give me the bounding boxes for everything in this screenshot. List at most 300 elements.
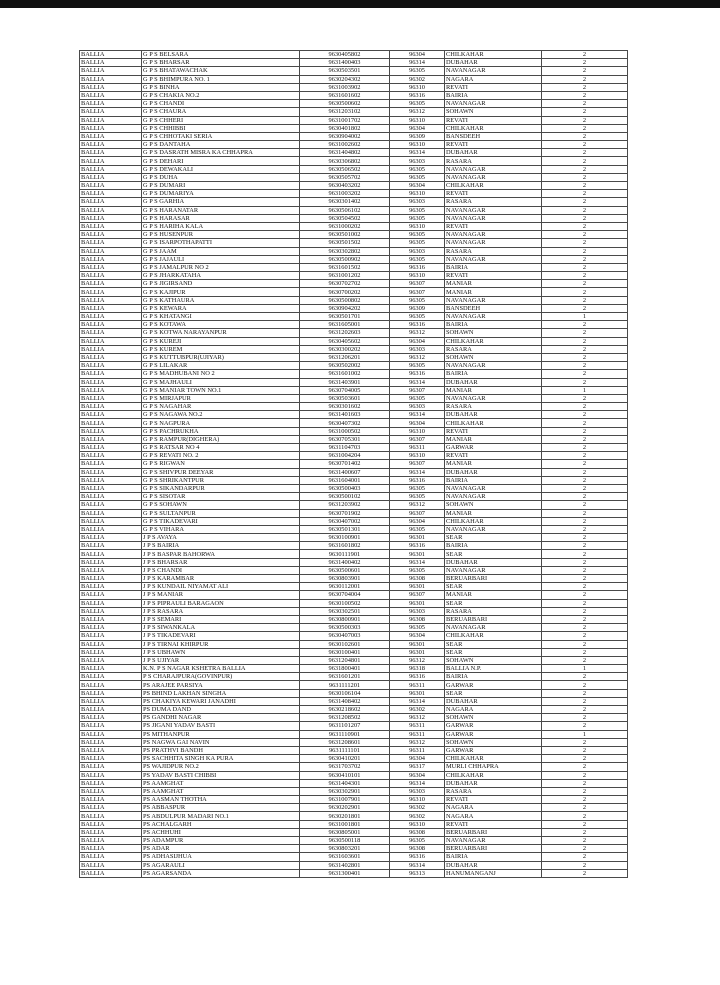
mobile-cell: 9631601002 (300, 370, 390, 378)
district-cell: BALLIA (80, 689, 142, 697)
table-row (80, 329, 628, 337)
block-cell: BERUARBARI (445, 615, 542, 623)
school-name-cell: G P S ISARPOTHAPATTI (142, 239, 300, 247)
code-cell: 96301 (390, 534, 445, 542)
mobile-cell: 9631402801 (300, 861, 390, 869)
district-cell: BALLIA (80, 75, 142, 83)
code-cell: 96305 (390, 566, 445, 574)
count-cell: 2 (542, 550, 628, 558)
table-body (80, 51, 628, 878)
block-cell: DUBAHAR (445, 558, 542, 566)
code-cell: 96312 (390, 353, 445, 361)
table-row (80, 231, 628, 239)
mobile-cell: 9631104703 (300, 444, 390, 452)
district-cell: BALLIA (80, 157, 142, 165)
school-name-cell: G P S SULTANPUR (142, 509, 300, 517)
school-name-cell: G P S TIKADEVARI (142, 517, 300, 525)
district-cell: BALLIA (80, 493, 142, 501)
table-row (80, 624, 628, 632)
table-row (80, 583, 628, 591)
district-cell: BALLIA (80, 124, 142, 132)
table-row (80, 607, 628, 615)
block-cell: MANIAR (445, 435, 542, 443)
count-cell: 2 (542, 190, 628, 198)
count-cell: 2 (542, 837, 628, 845)
block-cell: BALLIA N.P. (445, 665, 542, 673)
mobile-cell: 9631208502 (300, 714, 390, 722)
block-cell: BAIRIA (445, 853, 542, 861)
school-name-cell: G P S BINHA (142, 83, 300, 91)
table-row (80, 165, 628, 173)
mobile-cell: 9630501502 (300, 239, 390, 247)
mobile-cell: 9630204302 (300, 75, 390, 83)
block-cell: NAVANAGAR (445, 255, 542, 263)
district-cell: BALLIA (80, 296, 142, 304)
district-cell: BALLIA (80, 378, 142, 386)
code-cell: 96312 (390, 738, 445, 746)
table-row (80, 484, 628, 492)
code-cell: 96310 (390, 427, 445, 435)
district-cell: BALLIA (80, 190, 142, 198)
district-cell: BALLIA (80, 575, 142, 583)
code-cell: 96309 (390, 304, 445, 312)
school-name-cell: PS AGARSANDA (142, 869, 300, 877)
school-name-cell: G P S KAJIPUR (142, 288, 300, 296)
school-name-cell: PS AAMGHAT (142, 779, 300, 787)
school-name-cell: G P S BHARSAR (142, 59, 300, 67)
code-cell: 96305 (390, 231, 445, 239)
school-name-cell: G P S KUREM (142, 345, 300, 353)
code-cell: 96302 (390, 812, 445, 820)
mobile-cell: 9631601502 (300, 263, 390, 271)
table-row (80, 566, 628, 574)
table-row (80, 435, 628, 443)
school-name-cell: G P S SOHAWN (142, 501, 300, 509)
mobile-cell: 9630302901 (300, 787, 390, 795)
district-cell: BALLIA (80, 419, 142, 427)
mobile-cell: 9631001702 (300, 116, 390, 124)
district-cell: BALLIA (80, 132, 142, 140)
block-cell: SEAR (445, 599, 542, 607)
school-name-cell: PS ABBASPUR (142, 804, 300, 812)
table-row (80, 59, 628, 67)
code-cell: 96312 (390, 656, 445, 664)
table-row (80, 51, 628, 59)
mobile-cell: 9630300202 (300, 345, 390, 353)
code-cell: 96316 (390, 853, 445, 861)
code-cell: 96316 (390, 321, 445, 329)
mobile-cell: 9631404301 (300, 779, 390, 787)
school-name-cell: J P S BAIRIA (142, 542, 300, 550)
district-cell: BALLIA (80, 738, 142, 746)
code-cell: 96313 (390, 869, 445, 877)
count-cell: 2 (542, 517, 628, 525)
district-cell: BALLIA (80, 607, 142, 615)
district-cell: BALLIA (80, 697, 142, 705)
mobile-cell: 9631004204 (300, 452, 390, 460)
count-cell: 2 (542, 75, 628, 83)
school-name-cell: G P S DUHA (142, 173, 300, 181)
count-cell: 2 (542, 149, 628, 157)
mobile-cell: 9630701902 (300, 509, 390, 517)
mobile-cell: 9630503601 (300, 394, 390, 402)
count-cell: 2 (542, 673, 628, 681)
code-cell: 96304 (390, 51, 445, 59)
mobile-cell: 9631400402 (300, 558, 390, 566)
district-cell: BALLIA (80, 673, 142, 681)
school-name-cell: G P S REVATI NO. 2 (142, 452, 300, 460)
code-cell: 96314 (390, 149, 445, 157)
code-cell: 96303 (390, 345, 445, 353)
block-cell: RASARA (445, 607, 542, 615)
code-cell: 96301 (390, 689, 445, 697)
code-cell: 96308 (390, 575, 445, 583)
table-row (80, 288, 628, 296)
table-row (80, 493, 628, 501)
count-cell: 2 (542, 714, 628, 722)
block-cell: SOHAWN (445, 329, 542, 337)
table-row (80, 353, 628, 361)
count-cell: 2 (542, 845, 628, 853)
count-cell: 2 (542, 615, 628, 623)
count-cell: 2 (542, 247, 628, 255)
code-cell: 96316 (390, 370, 445, 378)
count-cell: 2 (542, 820, 628, 828)
district-cell: BALLIA (80, 353, 142, 361)
block-cell: NAVANAGAR (445, 165, 542, 173)
block-cell: BAIRIA (445, 263, 542, 271)
school-name-cell: G P S NAGPURA (142, 419, 300, 427)
code-cell: 96304 (390, 337, 445, 345)
district-cell: BALLIA (80, 403, 142, 411)
code-cell: 96310 (390, 83, 445, 91)
table-row (80, 665, 628, 673)
count-cell: 1 (542, 386, 628, 394)
block-cell: NAVANAGAR (445, 214, 542, 222)
school-list-table (79, 50, 628, 878)
district-cell: BALLIA (80, 206, 142, 214)
district-cell: BALLIA (80, 231, 142, 239)
district-cell: BALLIA (80, 452, 142, 460)
district-cell: BALLIA (80, 59, 142, 67)
block-cell: REVATI (445, 141, 542, 149)
school-name-cell: G P S JAMALPUR NO 2 (142, 263, 300, 271)
district-cell: BALLIA (80, 67, 142, 75)
code-cell: 96314 (390, 861, 445, 869)
table-row (80, 190, 628, 198)
table-row (80, 771, 628, 779)
count-cell: 2 (542, 403, 628, 411)
block-cell: DUBAHAR (445, 149, 542, 157)
mobile-cell: 9630405602 (300, 337, 390, 345)
mobile-cell: 9631605001 (300, 321, 390, 329)
table-row (80, 812, 628, 820)
count-cell: 2 (542, 738, 628, 746)
code-cell: 96317 (390, 763, 445, 771)
block-cell: NAGARA (445, 812, 542, 820)
table-row (80, 656, 628, 664)
district-cell: BALLIA (80, 771, 142, 779)
count-cell: 2 (542, 869, 628, 877)
district-cell: BALLIA (80, 706, 142, 714)
code-cell: 96301 (390, 648, 445, 656)
count-cell: 2 (542, 681, 628, 689)
code-cell: 96318 (390, 665, 445, 673)
code-cell: 96307 (390, 591, 445, 599)
mobile-cell: 9630704005 (300, 386, 390, 394)
district-cell: BALLIA (80, 272, 142, 280)
school-name-cell: PS ACHALGARH (142, 820, 300, 828)
block-cell: SEAR (445, 689, 542, 697)
table-row (80, 222, 628, 230)
school-name-cell: G P S HARASAR (142, 214, 300, 222)
count-cell: 2 (542, 378, 628, 386)
count-cell: 2 (542, 198, 628, 206)
school-name-cell: PS ADAR (142, 845, 300, 853)
count-cell: 2 (542, 370, 628, 378)
count-cell: 2 (542, 124, 628, 132)
table-row (80, 501, 628, 509)
code-cell: 96314 (390, 411, 445, 419)
mobile-cell: 9630112001 (300, 583, 390, 591)
district-cell: BALLIA (80, 362, 142, 370)
table-row (80, 419, 628, 427)
count-cell: 2 (542, 296, 628, 304)
district-cell: BALLIA (80, 755, 142, 763)
count-cell: 2 (542, 255, 628, 263)
school-name-cell: J P S PIPRAULI BARAGAON (142, 599, 300, 607)
table-row (80, 632, 628, 640)
table-row (80, 722, 628, 730)
table-row (80, 198, 628, 206)
mobile-cell: 9631202603 (300, 329, 390, 337)
block-cell: RASARA (445, 345, 542, 353)
count-cell: 2 (542, 222, 628, 230)
table-row (80, 394, 628, 402)
table-row (80, 779, 628, 787)
block-cell: REVATI (445, 116, 542, 124)
table-row (80, 837, 628, 845)
school-name-cell: PS CHAKIYA KEWARI JANADHI (142, 697, 300, 705)
block-cell: SOHAWN (445, 108, 542, 116)
count-cell: 2 (542, 804, 628, 812)
code-cell: 96312 (390, 329, 445, 337)
table-row (80, 75, 628, 83)
block-cell: GARWAR (445, 722, 542, 730)
mobile-cell: 9630301402 (300, 198, 390, 206)
block-cell: CHILKAHAR (445, 124, 542, 132)
table-row (80, 804, 628, 812)
mobile-cell: 9630503501 (300, 67, 390, 75)
block-cell: REVATI (445, 190, 542, 198)
mobile-cell: 9630904202 (300, 304, 390, 312)
school-name-cell: G P S RIGWAN (142, 460, 300, 468)
block-cell: MURLI CHHAPRA (445, 763, 542, 771)
count-cell: 2 (542, 116, 628, 124)
district-cell: BALLIA (80, 313, 142, 321)
school-name-cell: G P S MANIAR TOWN NO.1 (142, 386, 300, 394)
table-row (80, 746, 628, 754)
table-row (80, 345, 628, 353)
school-name-cell: G P S KOTWA NARAYANPUR (142, 329, 300, 337)
code-cell: 96307 (390, 280, 445, 288)
count-cell: 2 (542, 476, 628, 484)
block-cell: SEAR (445, 648, 542, 656)
count-cell: 2 (542, 304, 628, 312)
district-cell: BALLIA (80, 165, 142, 173)
school-name-cell: J P S CHANDI (142, 566, 300, 574)
block-cell: NAVANAGAR (445, 67, 542, 75)
school-name-cell: G P S SIKANDARPUR (142, 484, 300, 492)
mobile-cell: 9630407302 (300, 419, 390, 427)
mobile-cell: 9630501002 (300, 231, 390, 239)
district-cell: BALLIA (80, 460, 142, 468)
block-cell: GARWAR (445, 746, 542, 754)
table-row (80, 599, 628, 607)
count-cell: 2 (542, 575, 628, 583)
school-name-cell: G P S GARHIA (142, 198, 300, 206)
school-name-cell: G P S HARANATAR (142, 206, 300, 214)
code-cell: 96303 (390, 157, 445, 165)
mobile-cell: 9630102601 (300, 640, 390, 648)
count-cell: 2 (542, 206, 628, 214)
district-cell: BALLIA (80, 468, 142, 476)
mobile-cell: 9630501701 (300, 313, 390, 321)
table-row (80, 820, 628, 828)
code-cell: 96301 (390, 599, 445, 607)
block-cell: NAVANAGAR (445, 231, 542, 239)
mobile-cell: 9630504502 (300, 214, 390, 222)
school-name-cell: G P S BHIMPURA NO. 1 (142, 75, 300, 83)
table-row (80, 83, 628, 91)
table-row (80, 296, 628, 304)
school-name-cell: G P S VIHARA (142, 525, 300, 533)
mobile-cell: 9630805001 (300, 828, 390, 836)
code-cell: 96303 (390, 607, 445, 615)
block-cell: GARWAR (445, 681, 542, 689)
code-cell: 96314 (390, 558, 445, 566)
count-cell: 2 (542, 460, 628, 468)
district-cell: BALLIA (80, 542, 142, 550)
school-name-cell: J P S BASPAR BAHORWA (142, 550, 300, 558)
block-cell: SOHAWN (445, 656, 542, 664)
mobile-cell: 9631601802 (300, 542, 390, 550)
count-cell: 2 (542, 452, 628, 460)
district-cell: BALLIA (80, 321, 142, 329)
block-cell: BERUARBARI (445, 828, 542, 836)
code-cell: 96310 (390, 452, 445, 460)
code-cell: 96308 (390, 828, 445, 836)
table-row (80, 337, 628, 345)
count-cell: 1 (542, 313, 628, 321)
count-cell: 2 (542, 83, 628, 91)
table-row (80, 427, 628, 435)
district-cell: BALLIA (80, 804, 142, 812)
code-cell: 96314 (390, 59, 445, 67)
code-cell: 96305 (390, 837, 445, 845)
count-cell: 2 (542, 583, 628, 591)
mobile-cell: 9631001202 (300, 272, 390, 280)
school-name-cell: J P S KUNDAIL NIYAMAT ALI (142, 583, 300, 591)
school-name-cell: G P S BHATAWACHAK (142, 67, 300, 75)
school-name-cell: J P S KARAMBAR (142, 575, 300, 583)
school-name-cell: J P S UBHAWN (142, 648, 300, 656)
mobile-cell: 9631601201 (300, 673, 390, 681)
school-name-cell: G P S CHHIBBI (142, 124, 300, 132)
mobile-cell: 9630705301 (300, 435, 390, 443)
code-cell: 96311 (390, 746, 445, 754)
table-row (80, 182, 628, 190)
table-row (80, 525, 628, 533)
count-cell: 2 (542, 493, 628, 501)
block-cell: SOHAWN (445, 353, 542, 361)
count-cell: 2 (542, 689, 628, 697)
block-cell: MANIAR (445, 386, 542, 394)
code-cell: 96316 (390, 542, 445, 550)
school-name-cell: G P S NAGAWA NO.2 (142, 411, 300, 419)
block-cell: DUBAHAR (445, 411, 542, 419)
count-cell: 2 (542, 411, 628, 419)
count-cell: 1 (542, 730, 628, 738)
code-cell: 96302 (390, 75, 445, 83)
block-cell: NAVANAGAR (445, 837, 542, 845)
district-cell: BALLIA (80, 255, 142, 263)
table-row (80, 689, 628, 697)
mobile-cell: 9630506102 (300, 206, 390, 214)
block-cell: NAVANAGAR (445, 624, 542, 632)
block-cell: CHILKAHAR (445, 517, 542, 525)
table-row (80, 272, 628, 280)
table-row (80, 558, 628, 566)
mobile-cell: 9631601602 (300, 91, 390, 99)
block-cell: BANSDEEH (445, 132, 542, 140)
school-name-cell: PS ACHHUHI (142, 828, 300, 836)
school-name-cell: G P S MADHUBANI NO 2 (142, 370, 300, 378)
district-cell: BALLIA (80, 534, 142, 542)
district-cell: BALLIA (80, 370, 142, 378)
block-cell: MANIAR (445, 460, 542, 468)
code-cell: 96304 (390, 632, 445, 640)
count-cell: 2 (542, 779, 628, 787)
code-cell: 96304 (390, 755, 445, 763)
code-cell: 96316 (390, 673, 445, 681)
code-cell: 96305 (390, 100, 445, 108)
mobile-cell: 9630501301 (300, 525, 390, 533)
mobile-cell: 9631111201 (300, 681, 390, 689)
mobile-cell: 9630100901 (300, 534, 390, 542)
school-name-cell: J P S SEMARI (142, 615, 300, 623)
code-cell: 96309 (390, 132, 445, 140)
school-name-cell: G P S DASRATH MISRA KA CHHAPRA (142, 149, 300, 157)
mobile-cell: 9631000502 (300, 427, 390, 435)
count-cell: 2 (542, 828, 628, 836)
table-row (80, 108, 628, 116)
school-name-cell: G P S KEWARA (142, 304, 300, 312)
school-name-cell: G P S JHARKATAHA (142, 272, 300, 280)
count-cell: 2 (542, 280, 628, 288)
count-cell: 2 (542, 157, 628, 165)
count-cell: 2 (542, 394, 628, 402)
block-cell: BAIRIA (445, 91, 542, 99)
block-cell: DUBAHAR (445, 861, 542, 869)
district-cell: BALLIA (80, 288, 142, 296)
district-cell: BALLIA (80, 435, 142, 443)
code-cell: 96305 (390, 214, 445, 222)
school-name-cell: J P S RASARA (142, 607, 300, 615)
block-cell: SOHAWN (445, 738, 542, 746)
mobile-cell: 9631206201 (300, 353, 390, 361)
mobile-cell: 9631800401 (300, 665, 390, 673)
